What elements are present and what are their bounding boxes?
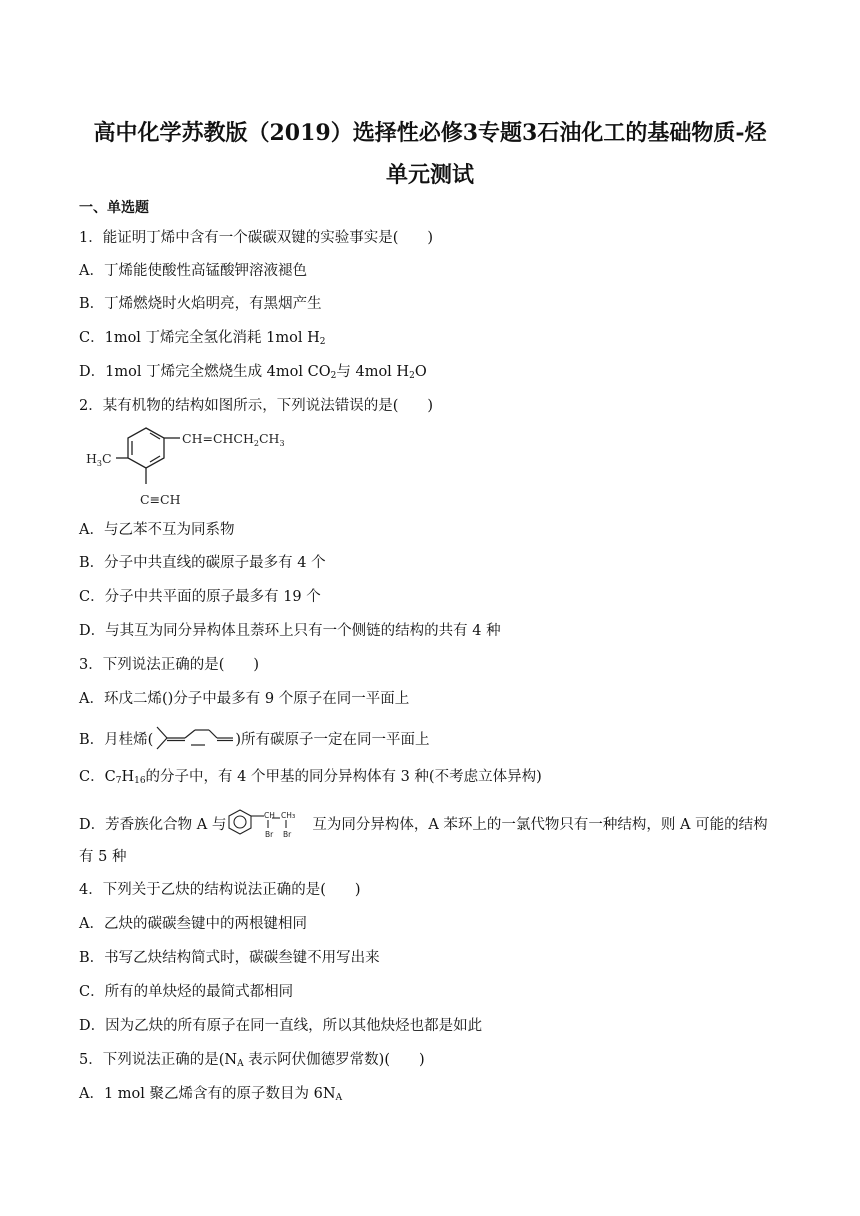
q2-stem: 2．某有机物的结构如图所示，下列说法错误的是( ) [79, 398, 434, 414]
svg-text:CH=CHCH2CH3: $CH=CHCH_2CH_3$ [182, 431, 285, 448]
svg-text:CH: CH [264, 811, 276, 820]
document-title-line2: 单元测试 [385, 162, 474, 188]
q3-option-b: B．月桂烯( )所有碳原子一定在同一平面上 [79, 725, 429, 751]
svg-text:C≡CH: C≡CH [140, 492, 181, 507]
q2-structure-figure [84, 420, 299, 512]
document-title-line1: 高中化学苏教版（2019）选择性必修3专题3石油化工的基础物质-烃 [93, 120, 767, 146]
q3-option-c: C．$C_7H_{16}$的分子中，有 4 个甲基的同分异构体有 3 种(不考虑立体异构) [79, 769, 542, 786]
q2-option-b: B．分子中共直线的碳原子最多有 4 个 [79, 555, 326, 571]
q5-stem: 5．下列说法正确的是($N_A$ 表示阿伏伽德罗常数)( ) [79, 1052, 425, 1069]
q1-option-d: D．1mol 丁烯完全燃烧生成 4mol $CO_2$与 4mol $H_2O$ [79, 364, 427, 381]
q1-option-c: C．1mol 丁烯完全氢化消耗 1mol $H_2$ [79, 330, 326, 347]
q1-option-b: B．丁烯燃烧时火焰明亮，有黑烟产生 [79, 296, 322, 312]
svg-text:H3C: $H_3C$ [86, 451, 112, 468]
q4-stem: 4．下列关于乙炔的结构说法正确的是( ) [79, 882, 361, 898]
q1-option-a: A．丁烯能使酸性高锰酸钾溶液褪色 [79, 263, 307, 279]
q2-option-c: C．分子中共平面的原子最多有 19 个 [79, 589, 321, 605]
q4-option-d: D．因为乙炔的所有原子在同一直线，所以其他炔烃也都是如此 [79, 1018, 483, 1034]
q3-option-d: D．芳香族化合物 A 与 CH CH3 Br Br 互为同分异构体，A 苯环上的一氯代物只有一种结构，则 A 可能的结构 [79, 806, 768, 840]
q5-option-a: A．1 mol 聚乙烯含有的原子数目为 $6N_A$ [79, 1086, 343, 1103]
benzene-ring-icon [116, 428, 180, 484]
q4-option-a: A．乙炔的碳碳叁键中的两根键相同 [79, 916, 307, 932]
svg-text:CH3: CH3 [281, 811, 296, 820]
svg-text:Br: Br [283, 830, 292, 839]
myrcene-structure-icon [153, 725, 235, 751]
dibromo-propylbenzene-structure-icon [226, 806, 312, 840]
q4-option-b: B．书写乙炔结构简式时，碳碳叁键不用写出来 [79, 950, 380, 966]
section-heading: 一、单选题 [79, 200, 149, 216]
svg-text:Br: Br [265, 830, 274, 839]
q2-option-d: D．与其互为同分异构体且萘环上只有一个侧链的结构的共有 4 种 [79, 623, 501, 639]
q3-stem: 3．下列说法正确的是( ) [79, 657, 260, 673]
q3-option-d-continued: 有 5 种 [79, 849, 127, 865]
q1-stem: 1．能证明丁烯中含有一个碳碳双键的实验事实是( ) [79, 230, 434, 246]
q4-option-c: C．所有的单炔烃的最简式都相同 [79, 984, 294, 1000]
q2-option-a: A．与乙苯不互为同系物 [79, 522, 235, 538]
q3-option-a: A．环戊二烯()分子中最多有 9 个原子在同一平面上 [79, 691, 410, 707]
